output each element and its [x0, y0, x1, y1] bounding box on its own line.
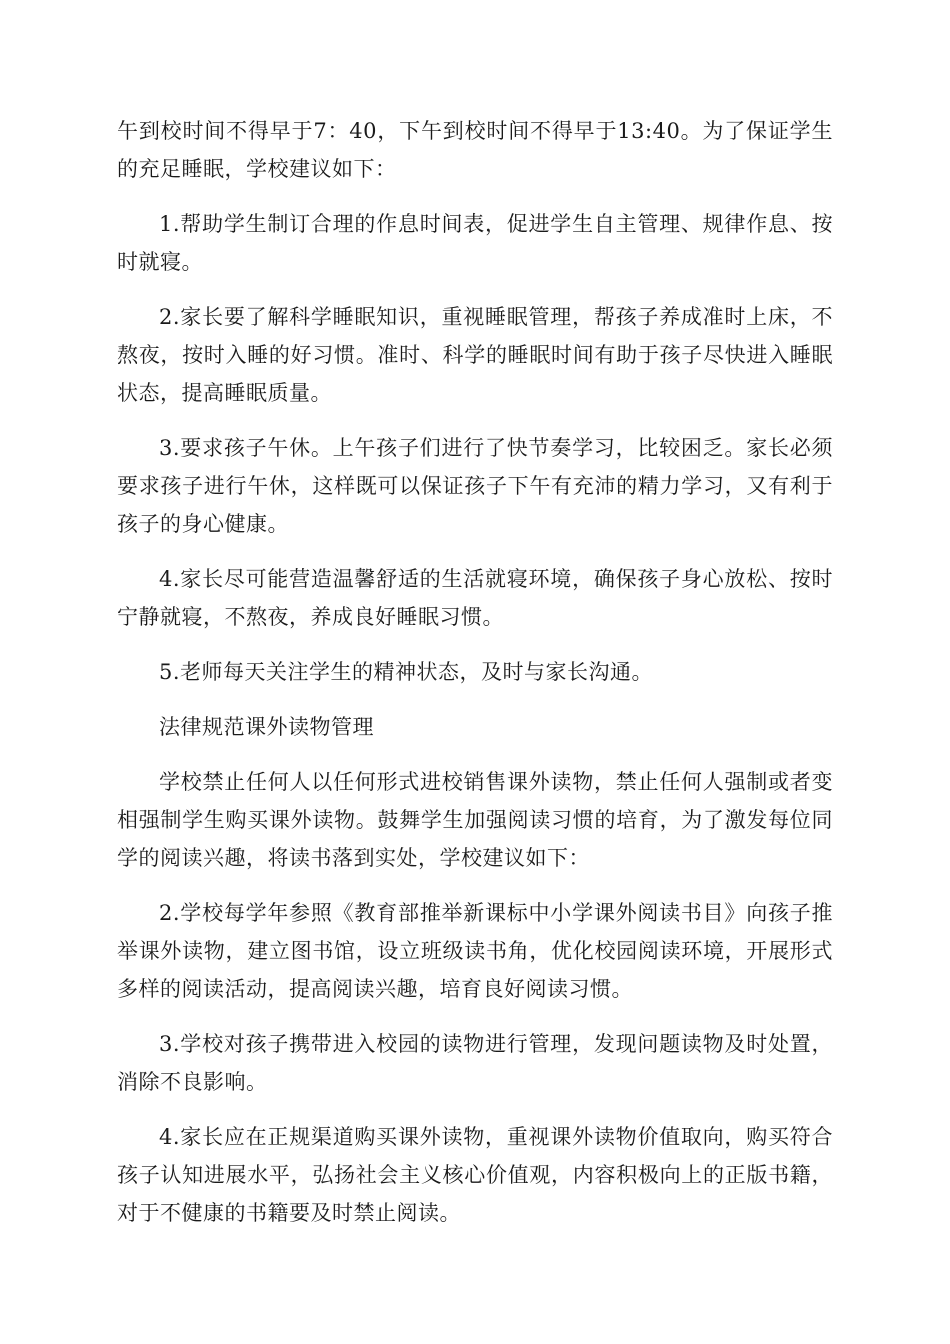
paragraph-intro: 学校禁止任何人以任何形式进校销售课外读物，禁止任何人强制或者变相强制学生购买课外读物。鼓舞学生加强阅读习惯的培育，为了激发每位同学的阅读兴趣，将读书落到实处，学校建议如下：	[117, 770, 833, 870]
paragraph-reading-2: 2.学校每学年参照《教育部推举新课标中小学课外阅读书目》向孩子推举课外读物，建立图书馆，设立班级读书角，优化校园阅读环境，开展形式多样的阅读活动，提高阅读兴趣，培育良好阅读习惯。	[117, 901, 833, 1001]
paragraph-item-2: 2.家长要了解科学睡眠知识，重视睡眠管理，帮孩子养成准时上床，不熬夜，按时入睡的好习惯。准时、科学的睡眠时间有助于孩子尽快进入睡眠状态，提高睡眠质量。	[117, 305, 833, 405]
section-heading: 法律规范课外读物管理	[159, 715, 374, 739]
paragraph-item-1: 1.帮助学生制订合理的作息时间表，促进学生自主管理、规律作息、按时就寝。	[117, 212, 833, 274]
document-body	[117, 112, 833, 1249]
paragraph-reading-3: 3.学校对孩子携带进入校园的读物进行管理，发现问题读物及时处置，消除不良影响。	[117, 1032, 833, 1094]
paragraph-continuation: 午到校时间不得早于7：40，下午到校时间不得早于13:40。为了保证学生的充足睡眠，学校建议如下：	[117, 119, 833, 181]
paragraph-reading-4: 4.家长应在正规渠道购买课外读物，重视课外读物价值取向，购买符合孩子认知进展水平，弘扬社会主义核心价值观，内容积极向上的正版书籍，对于不健康的书籍要及时禁止阅读。	[117, 1125, 833, 1225]
paragraph-item-4: 4.家长尽可能营造温馨舒适的生活就寝环境，确保孩子身心放松、按时宁静就寝，不熬夜，养成良好睡眠习惯。	[117, 567, 833, 629]
paragraph-item-5: 5.老师每天关注学生的精神状态，及时与家长沟通。	[159, 660, 654, 684]
paragraph-item-3: 3.要求孩子午休。上午孩子们进行了快节奏学习，比较困乏。家长必须要求孩子进行午休，这样既可以保证孩子下午有充沛的精力学习，又有利于孩子的身心健康。	[117, 436, 833, 536]
